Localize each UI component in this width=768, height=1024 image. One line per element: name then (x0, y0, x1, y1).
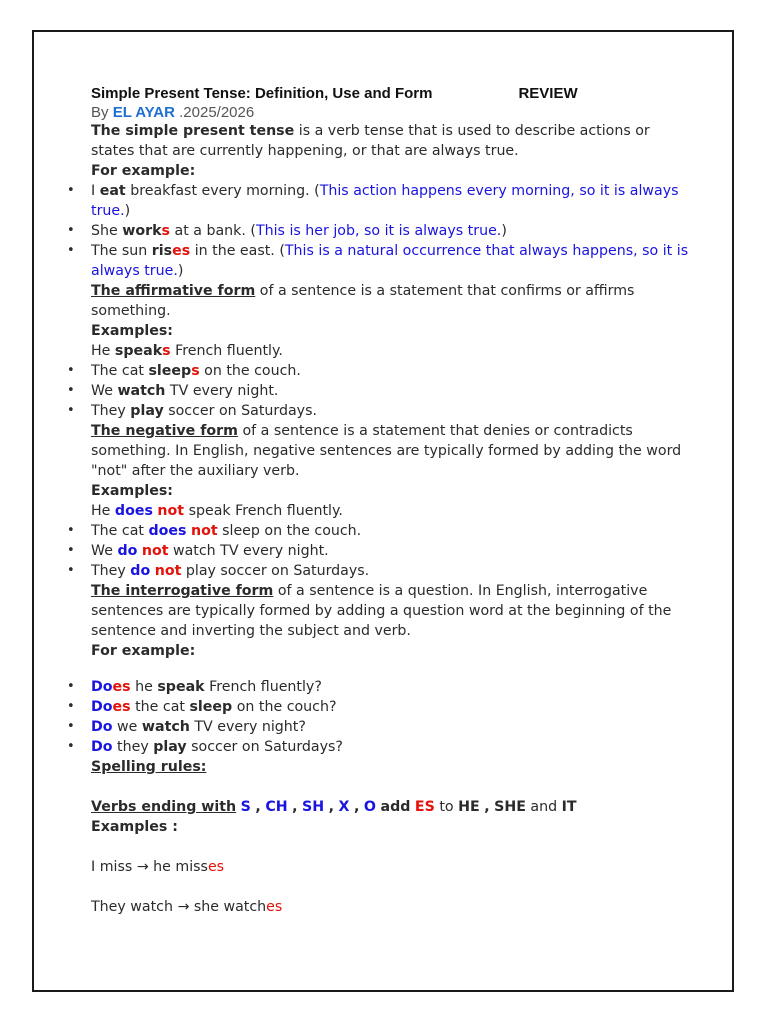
example-subject: He (91, 503, 115, 519)
example-rest: speak French fluently. (184, 503, 343, 519)
negation-word: not (154, 563, 182, 579)
author-name: EL AYAR (112, 104, 175, 121)
school-year: .2025/2026 (174, 104, 255, 121)
ending-o: O (363, 799, 376, 815)
auxiliary-verb: does (114, 503, 153, 519)
example-verb: ris (151, 243, 173, 259)
for-example-text: For example: (91, 643, 196, 659)
intro-paragraph (91, 121, 691, 161)
example-subject: She (91, 223, 123, 239)
list-item (91, 241, 691, 281)
spacer (91, 777, 691, 797)
example-subject: he (130, 679, 158, 695)
spelling-heading: Spelling rules: (91, 759, 207, 775)
interrogative-text: of a sentence is a question. In English, interrogative sentences are typically formed by adding a question word at the beginning of the sentence and inverting the subject and verb. (91, 583, 672, 639)
example-close: ) (177, 263, 184, 279)
list-item (91, 381, 691, 401)
ending-x: X (338, 799, 350, 815)
example-verb: work (122, 223, 162, 239)
examples-label: Examples: (91, 483, 173, 499)
auxiliary-verb: Do (91, 719, 113, 735)
affirmative-examples-label (91, 321, 691, 341)
es-suffix: ES (414, 799, 435, 815)
separator: , (354, 799, 360, 815)
for-example-label (91, 161, 691, 181)
list-item (91, 737, 691, 757)
example-subject: The sun (91, 243, 152, 259)
es-suffix: es (266, 899, 283, 915)
example-rest: TV every night? (189, 719, 306, 735)
example-note: This is her job, so it is always true. (255, 223, 502, 239)
example-verb: play (153, 739, 187, 755)
examples-label: Examples : (91, 819, 178, 835)
title-row (91, 84, 691, 104)
separator: , (484, 799, 490, 815)
spelling-examples-label (91, 817, 691, 837)
separator: , (292, 799, 298, 815)
spelling-rule (91, 797, 691, 817)
example-verb: sleep (189, 699, 233, 715)
negation-word: not (141, 543, 169, 559)
example-subject: the cat (130, 699, 190, 715)
auxiliary-verb: do (130, 563, 151, 579)
auxiliary-verb: Do (91, 679, 113, 695)
auxiliary-verb: Do (91, 699, 113, 715)
example-verb: watch (141, 719, 190, 735)
example-rest: play soccer on Saturdays. (181, 563, 370, 579)
auxiliary-verb: do (117, 543, 138, 559)
example-close: ) (501, 223, 507, 239)
auxiliary-ending: es (112, 679, 131, 695)
usage-examples-list (91, 181, 691, 281)
example-rest: at a bank. ( (170, 223, 256, 239)
spacer (91, 661, 691, 677)
example-rest: French fluently. (170, 343, 283, 359)
example-subject: The cat (91, 523, 149, 539)
pronoun-he: HE (458, 799, 480, 815)
spacer (91, 837, 691, 857)
example-verb: play (130, 403, 164, 419)
list-item (91, 697, 691, 717)
separator: , (328, 799, 335, 815)
example-rest: soccer on Saturdays. (163, 403, 317, 419)
to-word: to (439, 799, 454, 815)
verb-ending: es (172, 243, 191, 259)
example-subject: The cat (91, 363, 149, 379)
example-rest: French fluently? (204, 679, 322, 695)
example-subject: we (112, 719, 142, 735)
list-item (91, 521, 691, 541)
example-rest: sleep on the couch. (217, 523, 362, 539)
spacer (91, 877, 691, 897)
example-base: They watch → she watch (91, 899, 267, 915)
example-verb: speak (157, 679, 205, 695)
list-item (91, 181, 691, 221)
example-subject: He (91, 343, 115, 359)
list-item (91, 401, 691, 421)
negation-word: not (157, 503, 185, 519)
document-title: Simple Present Tense: Definition, Use and Form (91, 85, 433, 102)
pronoun-it: IT (561, 799, 577, 815)
ending-sh: SH (302, 799, 325, 815)
example-rest: on the couch. (199, 363, 301, 379)
example-verb: eat (99, 183, 126, 199)
example-rest: soccer on Saturdays? (186, 739, 343, 755)
example-note: This is a natural occurrence that always happens, so it is always true. (91, 243, 689, 279)
negative-definition (91, 421, 691, 481)
auxiliary-verb: Do (91, 739, 113, 755)
example-base: I miss → he miss (91, 859, 208, 875)
affirmative-text: of a sentence is a statement that confirms or affirms something. (91, 283, 635, 319)
example-subject: We (91, 383, 118, 399)
list-item (91, 677, 691, 697)
auxiliary-ending: es (112, 699, 131, 715)
separator: , (255, 799, 261, 815)
example-close: ) (124, 203, 131, 219)
example-subject: They (91, 563, 131, 579)
example-subject: We (91, 543, 118, 559)
negative-examples-list (91, 521, 691, 581)
example-verb: sleep (148, 363, 192, 379)
negative-first-example (91, 501, 691, 521)
list-item (91, 221, 691, 241)
affirmative-heading: The affirmative form (91, 283, 256, 299)
es-suffix: es (207, 859, 225, 875)
and-word: and (530, 799, 558, 815)
list-item (91, 541, 691, 561)
verb-ending: s (191, 363, 200, 379)
example-verb: speak (114, 343, 163, 359)
interrogative-heading: The interrogative form (91, 583, 274, 599)
example-rest: TV every night. (165, 383, 279, 399)
verb-ending: s (161, 223, 170, 239)
spelling-rules-heading (91, 757, 691, 777)
example-note: This action happens every morning, so it is always true. (91, 183, 679, 219)
interrogative-examples-list (91, 677, 691, 757)
intro-text: is a verb tense that is used to describe actions or states that are currently happening, or that are always true. (91, 123, 650, 159)
example-verb: watch (117, 383, 166, 399)
ending-s: S (240, 799, 251, 815)
for-example-text: For example: (91, 163, 196, 179)
example-subject: I (91, 183, 100, 199)
verb-ending: s (162, 343, 171, 359)
spelling-example-2 (91, 897, 691, 917)
list-item (91, 361, 691, 381)
example-subject: they (112, 739, 154, 755)
example-subject: They (91, 403, 131, 419)
auxiliary-verb: does (148, 523, 187, 539)
review-label: REVIEW (518, 85, 578, 102)
list-item (91, 561, 691, 581)
affirmative-first-example (91, 341, 691, 361)
example-rest: watch TV every night. (168, 543, 329, 559)
interrogative-for-example-label (91, 641, 691, 661)
add-word: add (380, 799, 411, 815)
interrogative-definition (91, 581, 691, 641)
affirmative-definition (91, 281, 691, 321)
document-body (91, 84, 691, 917)
rule-label: Verbs ending with (91, 799, 237, 815)
pronoun-she: SHE (494, 799, 526, 815)
example-rest: in the east. ( (190, 243, 285, 259)
negation-word: not (190, 523, 218, 539)
ending-ch: CH (265, 799, 288, 815)
examples-label: Examples: (91, 323, 173, 339)
negative-examples-label (91, 481, 691, 501)
example-rest: on the couch? (232, 699, 337, 715)
spelling-example-1 (91, 857, 691, 877)
intro-term: The simple present tense (91, 123, 295, 139)
affirmative-examples-list (91, 361, 691, 421)
list-item (91, 717, 691, 737)
negative-heading: The negative form (91, 423, 238, 439)
by-label: By (91, 104, 109, 121)
example-rest: breakfast every morning. ( (125, 183, 320, 199)
byline (91, 104, 691, 121)
negative-text: of a sentence is a statement that denies or contradicts something. In English, negative sentences are typically formed by adding the word "not" after the auxiliary verb. (91, 423, 682, 479)
